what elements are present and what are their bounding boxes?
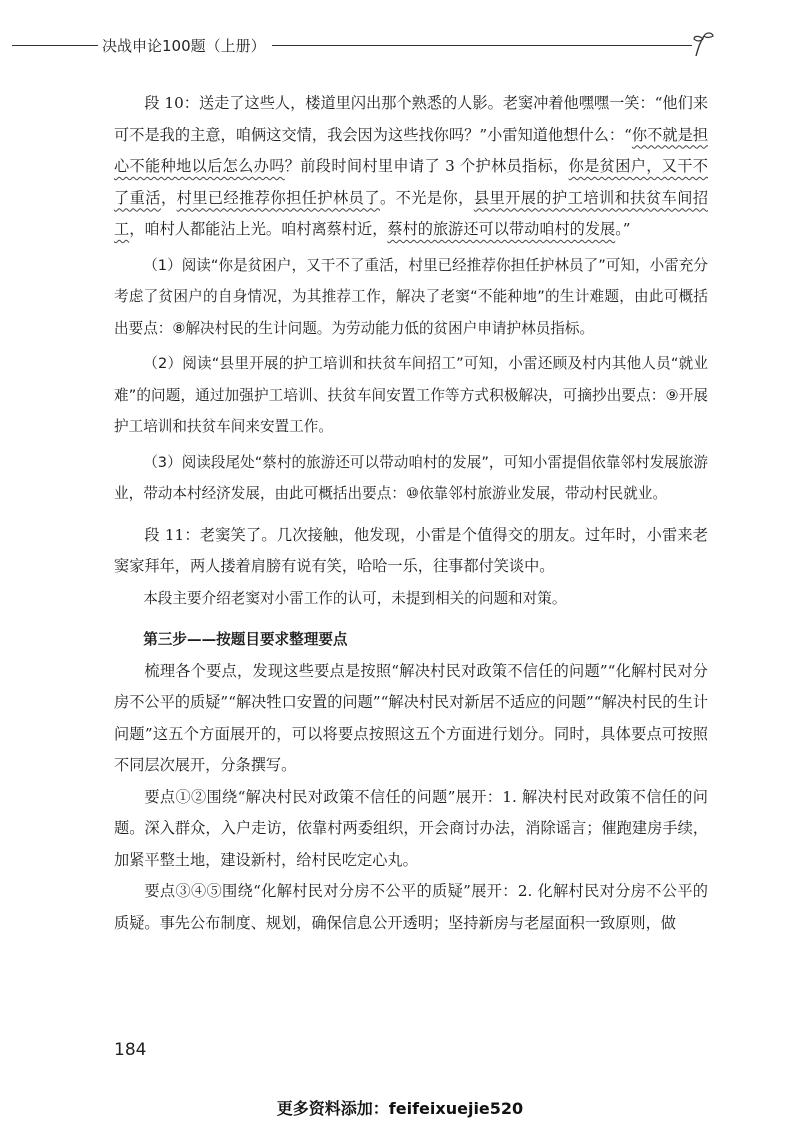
header-rule-left (12, 45, 98, 46)
header-rule-right (272, 45, 692, 46)
analysis-item-3: （3）阅读段尾处“蔡村的旅游还可以带动咱村的发展”，可知小雷提倡依靠邻村发展旅游业，带动本村经济发展，由此可概括出要点：⑩依靠邻村旅游业发展，带动村民就业。 (114, 453, 708, 502)
seg10-text-1: 送走了这些人，楼道里闪出那个熟悉的人影。老窦冲着他嘿嘿一笑：“他们来可不是我的主意，咱俩这交情，我会因为这些找你吗？”小雷知道他想什么：“ (114, 94, 709, 144)
sprout-icon (686, 30, 720, 60)
seg10-text-4: 。不光是你， (379, 188, 474, 207)
page-number: 184 (114, 1040, 147, 1060)
step3-heading: 第三步——按题目要求整理要点 (143, 631, 348, 648)
underlined-phrase-5: 蔡村的旅游还可以带动咱村的发展 (387, 220, 616, 238)
segment-label: 段 10： (144, 94, 199, 112)
underlined-phrase-1: 你不就是担心不能种地以后怎么办吗 (114, 125, 709, 175)
seg11-note: 本段主要介绍老窦对小雷工作的认可，未提到相关的问题和对策。 (143, 589, 567, 607)
analysis-item-1: （1）阅读“你是贫困户，又干不了重活，村里已经推荐你担任护林员了”可知，小雷充分考虑了贫困户的自身情况，为其推荐工作，解决了老窦“不能种地”的生计难题，由此可概括出要点：⑧解决村民的生计问题。为劳动能力低的贫困户申请护林员指标。 (114, 256, 708, 337)
footer-note: 更多资料添加：feifeixuejie520 (276, 1099, 524, 1118)
step3-paragraph-3: 要点③④⑤围绕“化解村民对分房不公平的质疑”展开：2. 化解村民对分房不公平的质疑。事先公布制度、规划，确保信息公开透明；坚持新房与老屋面积一致原则，做 (114, 882, 708, 932)
seg10-text-3: ， (160, 188, 177, 207)
seg10-text-6: 。” (615, 220, 631, 238)
seg10-text-5: ，咱村人都能沾上光。咱村离蔡村近， (129, 220, 388, 238)
analysis-item-2: （2）阅读“县里开展的护工培训和扶贫车间招工”可知，小雷还顾及村内其他人员“就业难”的问题，通过加强护工培训、扶贫车间安置工作等方式积极解决，可摘抄出要点：⑨开展护工培训和扶贫车间来安置工作。 (114, 355, 708, 435)
step3-paragraph-2: 要点①②围绕“解决村民对政策不信任的问题”展开：1. 解决村民对政策不信任的问题。深入群众，入户走访，依靠村两委组织，开会商讨办法，消除谣言；催跑建房手续，加紧平整土地，建设新村，给村民吃定心丸。 (114, 787, 708, 869)
book-title: 决战申论100题（上册） (102, 37, 266, 55)
seg10-text-2: ？前段时间村里申请了 3 个护林员指标， (284, 157, 569, 175)
paragraph-seg11: 段 11：老窦笑了。几次接触，他发现，小雷是个值得交的朋友。过年时，小雷来老窦家拜年，两人搂着肩膀有说有笑，哈哈一乐，往事都付笑谈中。 (114, 525, 708, 575)
paragraph-seg10 (114, 88, 708, 246)
page-content (114, 88, 708, 939)
running-header (0, 30, 800, 60)
underlined-phrase-2: 你是贫困户，又干不了重活 (114, 157, 708, 207)
step3-paragraph-1: 梳理各个要点，发现这些要点是按照“解决村民对政策不信任的问题”“化解村民对分房不公平的质疑”“解决牲口安置的问题”“解决村民对新居不适应的问题”“解决村民的生计问题”这五个方面展开的，可以将要点按照这五个方面进行划分。同时，具体要点可按照不同层次展开，分条撰写。 (114, 661, 708, 774)
underlined-phrase-3: 村里已经推荐你担任护林员了 (176, 188, 380, 207)
underlined-phrase-4: 县里开展的护工培训和扶贫车间招工 (114, 188, 709, 238)
